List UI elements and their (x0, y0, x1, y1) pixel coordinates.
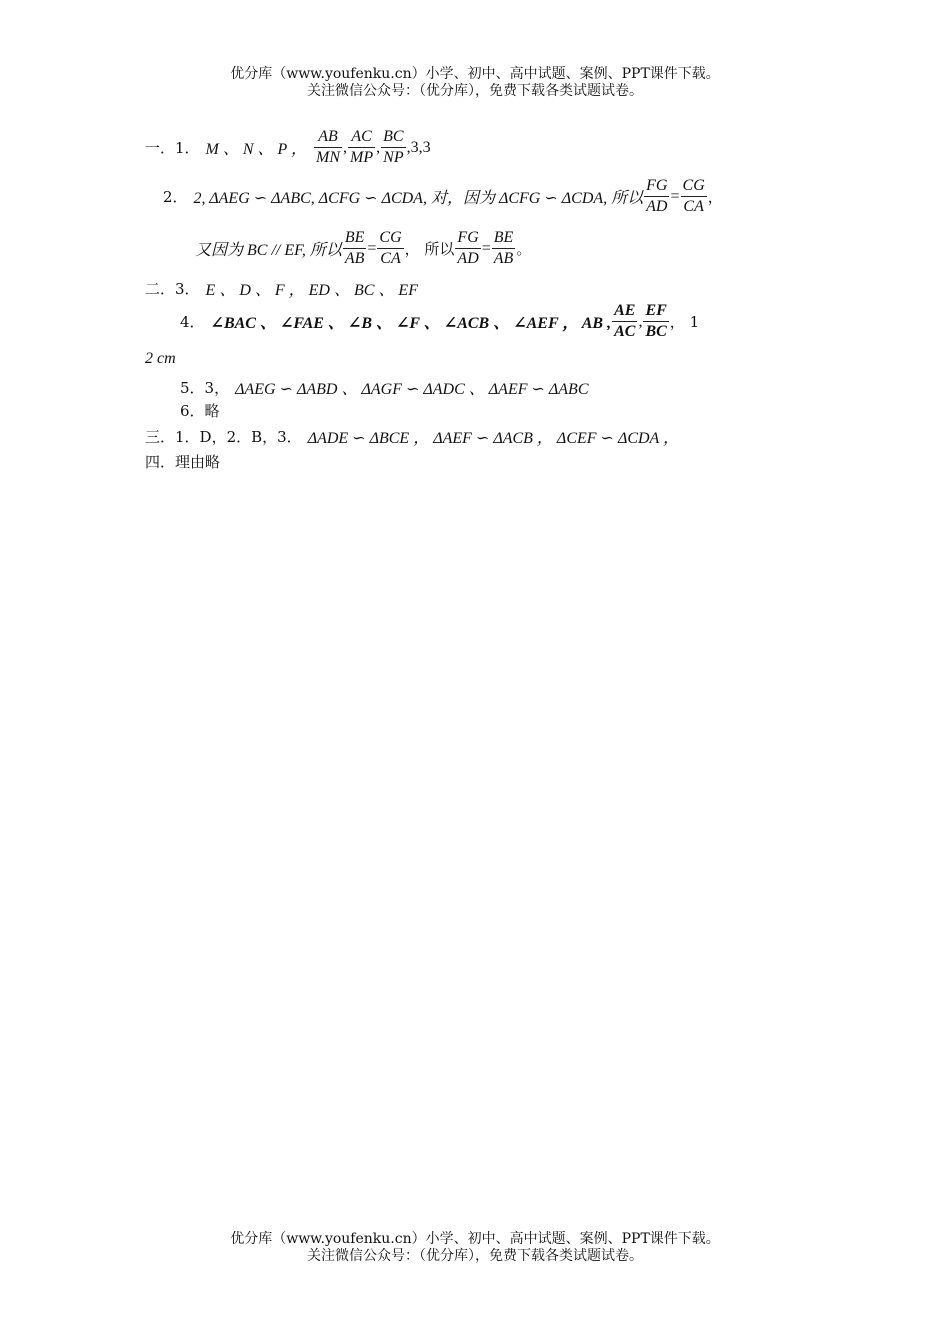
equals-sign: = (481, 239, 491, 257)
answer-section-4 (145, 451, 220, 472)
fraction-ae-ac: $\frac{AE}{AC}$ (614, 302, 636, 340)
fraction-cg-ca: $\frac{CG}{CA}$ (682, 177, 705, 215)
section-3-text: ΔADE ∽ ΔBCE ， ΔAEF ∽ ΔACB ， ΔCEF ∽ ΔCDA ， (307, 430, 680, 447)
fraction-be-ab-2: $\frac{BE}{AB}$ (493, 229, 514, 267)
answer-5-text: ΔAEG ∽ ΔABD 、 ΔAGF ∽ ΔADC 、 ΔAEF ∽ ΔABC (235, 381, 589, 398)
answer-section-3 (145, 425, 679, 448)
fraction-bc-np: $\frac{BC}{NP}$ (383, 128, 404, 166)
fraction-fg-ad: $\frac{FG}{AD}$ (646, 177, 668, 215)
page-footer (0, 1231, 950, 1265)
answer-4: 4． ∠BAC 、 ∠FAE 、 ∠B 、 ∠F 、 ∠ACB 、 ∠AEF ， AB , $\frac{AE}{AC}$ , $\frac{EF}{BC}$ ， 1 (180, 302, 700, 340)
answer-1: 一．1． M 、 N 、 P ， $\frac{AB}{MN}$ , $\frac{AC}{MP}$ , $\frac{BC}{NP}$ ,3,3 (145, 128, 431, 166)
equals-sign: = (367, 239, 377, 257)
fraction-be-ab: $\frac{BE}{AB}$ (344, 229, 365, 267)
fraction-cg-ca-2: $\frac{CG}{CA}$ (379, 229, 402, 267)
section-1-label: 一．1． (145, 139, 200, 157)
period: 。 (516, 240, 532, 258)
answer-4-wrap (145, 350, 176, 368)
answer-5-label: 5．3， (180, 379, 230, 397)
fraction-ef-bc: $\frac{EF}{BC}$ (645, 302, 667, 340)
answer-2-text-3: ， 所以 (404, 240, 455, 258)
answer-5 (180, 376, 589, 399)
fraction-fg-ad-2: $\frac{FG}{AD}$ (457, 229, 479, 267)
footer-line-1: 优分库（www.youfenku.cn）小学、初中、高中试题、案例、PPT课件下载。 (230, 1231, 720, 1247)
page-header (0, 66, 950, 100)
answer-1-points: M 、 N 、 P ， (205, 141, 308, 158)
fraction-ac-mp: $\frac{AC}{MP}$ (350, 128, 374, 166)
footer-line-2: 关注微信公众号：（优分库），免费下载各类试题试卷。 (307, 1248, 643, 1264)
answer-4-wrap-text: 2 cm (145, 350, 176, 367)
answer-2-label: 2． (163, 188, 188, 206)
equals-sign: = (670, 187, 680, 205)
answer-2-continued (195, 228, 531, 269)
section-3-label: 三．1．D，2．B，3． (145, 428, 302, 446)
answer-2-text-1: 2, ΔAEG ∽ ΔABC, ΔCFG ∽ ΔCDA, 对，因为 ΔCFG ∽ ΔCDA, 所以 (193, 190, 644, 207)
header-line-1: 优分库（www.youfenku.cn）小学、初中、高中试题、案例、PPT课件下载。 (230, 66, 720, 82)
answer-3 (145, 277, 418, 300)
section-4-label: 四．理由略 (145, 453, 221, 471)
answer-1-tail: ,3,3 (406, 138, 431, 156)
answer-2 (163, 176, 723, 217)
comma: ， (707, 188, 723, 206)
answer-4-label: 4． (180, 313, 205, 331)
section-2-label: 二．3． (145, 280, 200, 298)
answer-3-text: E 、 D 、 F ， ED 、 BC 、 EF (205, 282, 418, 299)
answer-4-tail: ， 1 (669, 313, 700, 331)
fraction-ab-mn: $\frac{AB}{MN}$ (316, 128, 341, 166)
header-line-2: 关注微信公众号：（优分库），免费下载各类试题试卷。 (307, 83, 643, 99)
answer-4-text: ∠BAC 、 ∠FAE 、 ∠B 、 ∠F 、 ∠ACB 、 ∠AEF ， AB , (210, 315, 612, 332)
answer-6-label: 6．略 (180, 402, 220, 420)
answer-6 (180, 400, 220, 421)
answer-2-text-2: 又因为 BC // EF, 所以 (195, 242, 342, 259)
